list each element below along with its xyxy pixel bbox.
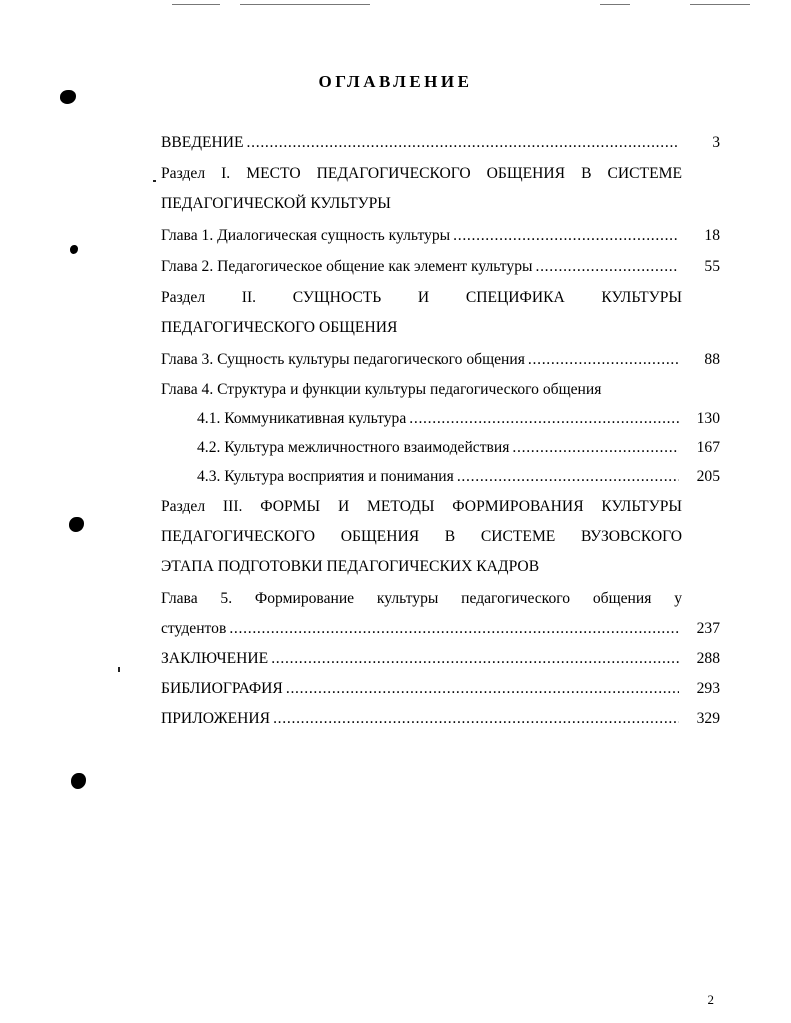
toc-page-number: 18: [704, 227, 720, 244]
toc-entry-label: Глава 1. Диалогическая сущность культуры: [161, 227, 451, 244]
toc-entry-section-4-1: [197, 409, 720, 429]
toc-section-heading: Раздел II. СУЩНОСТЬ И СПЕЦИФИКА КУЛЬТУРЫ: [161, 289, 682, 306]
dot-leader: [453, 226, 679, 246]
scan-artifact: [600, 4, 630, 5]
toc-section-heading: Раздел III. ФОРМЫ И МЕТОДЫ ФОРМИРОВАНИЯ КУЛЬТУРЫ: [161, 498, 682, 515]
toc-entry-label: студентов: [161, 620, 227, 637]
toc-entry-label: ПРИЛОЖЕНИЯ: [161, 710, 271, 727]
punch-hole-mark: [71, 773, 86, 789]
toc-entry-chapter-5: [161, 589, 720, 639]
toc-section-1: [161, 164, 720, 214]
punch-hole-mark: [70, 245, 78, 254]
dot-leader: [528, 350, 679, 370]
toc-entry-label: Глава 2. Педагогическое общение как элемент культуры: [161, 258, 533, 275]
toc-entry-label: Глава 3. Сущность культуры педагогического общения: [161, 351, 525, 368]
dot-leader: [512, 438, 679, 458]
toc-section-heading: ПЕДАГОГИЧЕСКОГО ОБЩЕНИЯ: [161, 319, 398, 336]
toc-entry-chapter-1: [161, 226, 720, 246]
toc-entry-section-4-3: [197, 467, 720, 487]
toc-entry-label: 4.1. Коммуникативная культура: [197, 410, 407, 427]
toc-page-number: 293: [696, 680, 720, 697]
toc-section-heading: ПЕДАГОГИЧЕСКОГО ОБЩЕНИЯ В СИСТЕМЕ ВУЗОВСКОГО: [161, 528, 682, 545]
page-title: ОГЛАВЛЕНИЕ: [318, 72, 473, 91]
toc-entry-chapter-3: [161, 350, 720, 370]
scan-artifact: [240, 4, 370, 5]
dot-leader: [457, 467, 679, 487]
dot-leader: [535, 257, 679, 277]
toc-page-number: 88: [704, 351, 720, 368]
toc-entry-label: БИБЛИОГРАФИЯ: [161, 680, 283, 697]
toc-entry-bibliography: [161, 679, 720, 699]
toc-page-number: 288: [696, 650, 720, 667]
punch-hole-mark: [69, 517, 84, 532]
dot-leader: [286, 679, 679, 699]
toc-entry-label-line: Глава 5. Формирование культуры педагогического общения у: [161, 590, 682, 607]
toc-entry-label: 4.2. Культура межличностного взаимодействия: [197, 439, 510, 456]
scan-artifact: [118, 667, 120, 672]
dot-leader: [273, 709, 679, 729]
toc-page-number: 205: [696, 468, 720, 485]
toc-entry-label: ВВЕДЕНИЕ: [161, 134, 244, 151]
toc-entry-conclusion: [161, 649, 720, 669]
dot-leader: [271, 649, 679, 669]
toc-entry-label: 4.3. Культура восприятия и понимания: [197, 468, 454, 485]
toc-page-number: 55: [704, 258, 720, 275]
toc-section-heading: ПЕДАГОГИЧЕСКОЙ КУЛЬТУРЫ: [161, 195, 391, 212]
toc-page-number: 329: [696, 710, 720, 727]
toc-section-heading: ЭТАПА ПОДГОТОВКИ ПЕДАГОГИЧЕСКИХ КАДРОВ: [161, 558, 540, 575]
toc-entry-chapter-2: [161, 257, 720, 277]
toc-section-2: [161, 288, 720, 338]
toc-entry-chapter-4: [161, 380, 720, 400]
scan-artifact: [172, 4, 220, 5]
toc-entry-section-4-2: [197, 438, 720, 458]
dot-leader: [229, 619, 679, 639]
dot-leader: [247, 133, 679, 153]
toc-entry-label: ЗАКЛЮЧЕНИЕ: [161, 650, 269, 667]
dot-leader: [409, 409, 679, 429]
toc-page-number: 237: [696, 620, 720, 637]
toc-section-3: [161, 497, 720, 577]
punch-hole-mark: [60, 90, 76, 104]
toc-entry-appendices: [161, 709, 720, 729]
toc-section-heading: Раздел I. МЕСТО ПЕДАГОГИЧЕСКОГО ОБЩЕНИЯ В СИСТЕМЕ: [161, 165, 682, 182]
toc-page-number: 167: [696, 439, 720, 456]
toc-entry-label: Глава 4. Структура и функции культуры педагогического общения: [161, 381, 602, 398]
toc-page-number: 3: [712, 134, 720, 151]
page-number: 2: [707, 992, 714, 1007]
scan-artifact: [153, 180, 156, 182]
toc-entry-introduction: [161, 133, 720, 153]
scan-artifact: [690, 4, 750, 5]
toc-page-number: 130: [696, 410, 720, 427]
